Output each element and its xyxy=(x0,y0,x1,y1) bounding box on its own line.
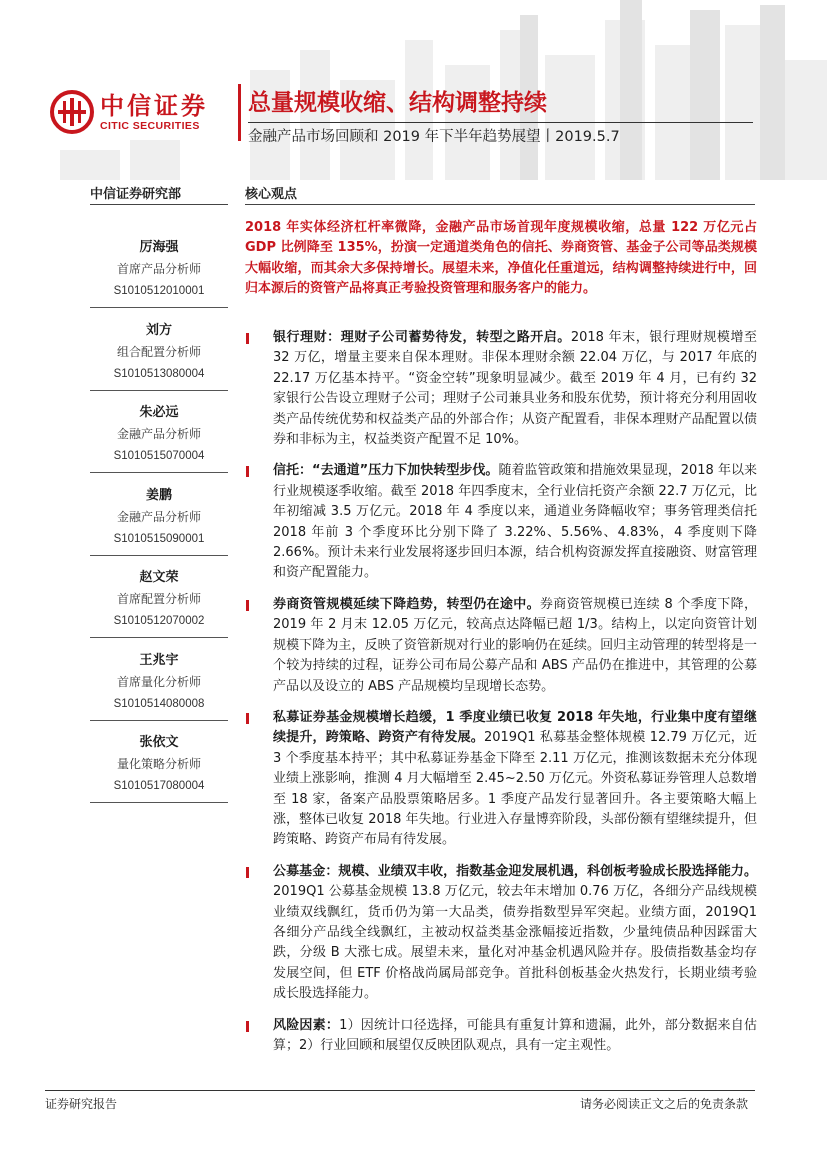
analyst-license-id: S1010512010001 xyxy=(113,285,205,297)
logo-english-name: CITIC SECURITIES xyxy=(100,119,200,132)
analyst-divider xyxy=(90,390,228,391)
key-point-broker-am xyxy=(245,595,757,697)
citic-logo xyxy=(50,88,225,136)
analyst-list xyxy=(90,240,228,818)
key-point-body: 2019Q1 公募基金规模 13.8 万亿元，较去年末增加 0.76 万亿，各细分产品线规模业绩双线飘红，货币仍为第一大品类，债券指数型异军突起。业绩方面，2019Q1 各细分产品线全线飘红，主被动权益类基金涨幅接近指数，少量纯债品种因踩雷大跌，分级 B 大涨七成。展望未来，量化对冲基金机遇风险并存。股债指数基金均存发展空间，但 ETF 价格战尚属局部竞争。首批科创板基金火热发行，长期业绩考验成长股选择能力。 xyxy=(273,884,757,1002)
analyst-card xyxy=(90,735,228,818)
footer-disclaimer-note: 请务必阅读正文之后的免责条款 xyxy=(580,1097,749,1111)
bullet-marker-icon xyxy=(246,867,249,878)
key-point-body: 随着监管政策和措施效果显现，2018 年以来行业规模逐季收缩。截至 2018 年四季度末，全行业信托资产余额 22.7 万亿元，比年初缩减 3.5 万亿元。2018 年 4 季度以来，通道业务降幅收窄；事务管理类信托 2018 年前 3 个季度环比分别下降了 3.22%、5.56%、4.83%，4 季度则下降 2.66%。预计未来行业发展将逐步回归本源，结合机构资源发挥直接融资、财富管理和资产配置能力。 xyxy=(273,463,758,581)
logo-chinese-name: 中信证券 xyxy=(100,91,208,120)
analyst-role: 首席产品分析师 xyxy=(116,262,201,276)
analyst-role: 组合配置分析师 xyxy=(116,344,201,359)
analyst-card xyxy=(90,240,228,323)
analyst-role: 首席配置分析师 xyxy=(116,592,201,606)
key-point-private-fund xyxy=(245,708,757,851)
key-point-lead: 风险因素： xyxy=(273,1017,340,1033)
analyst-name: 王兆宇 xyxy=(139,652,179,668)
analyst-role: 金融产品分析师 xyxy=(116,427,201,441)
analyst-card xyxy=(90,570,228,653)
key-point-body: 2019Q1 私募基金整体规模 12.79 万亿元，近 3 个季度基本持平；其中私募证券基金下降至 2.11 万亿元，推测该数据未充分体现业绩上涨影响，推测 4 月大幅增至 2.45~2.50 万亿元。外资私募证券管理人总数增至 18 家，备案产品股票策略居多。1 季度产品发行显著回升。各主要策略大幅上涨，整体已收复 2018 年失地。行业进入存量博弈阶段，头部份额有望继续提升，但跨策略、跨资产布局有待发展。 xyxy=(273,730,757,848)
key-point-body: 2018 年末，银行理财规模增至 32 万亿，增量主要来自保本理财。非保本理财余额 22.04 万亿，与 2017 年底的 22.17 万亿基本持平。“资金空转”现象明显减少。截至 2019 年 4 月，已有约 32 家银行公告设立理财子公司；理财子公司兼具业务和股东优势，预计将充分利用固收类产品传统优势和权益类产品的外部合作；从资产配置看，非保本理财产品配置以债券和非标为主，权益类资产配置不足 10%。 xyxy=(273,330,757,448)
key-point-lead: 银行理财：理财子公司蓄势待发，转型之路开启。 xyxy=(273,330,571,345)
analyst-card xyxy=(90,323,228,406)
analyst-license-id: S1010517080004 xyxy=(113,780,205,792)
analyst-license-id: S1010515090001 xyxy=(113,532,205,545)
key-point-lead: 券商资管规模延续下降趋势，转型仍在途中。 xyxy=(273,596,540,612)
analyst-card xyxy=(90,488,228,571)
report-subtitle: 金融产品市场回顾和 2019 年下半年趋势展望丨2019.5.7 xyxy=(248,129,620,145)
key-point-bank-wealth xyxy=(245,328,757,450)
analyst-name: 朱必远 xyxy=(139,405,179,420)
analyst-role: 金融产品分析师 xyxy=(116,509,201,524)
analyst-divider xyxy=(90,720,228,721)
key-point-trust xyxy=(245,461,757,583)
analyst-license-id: S1010515070004 xyxy=(113,450,205,462)
core-views-heading: 核心观点 xyxy=(245,187,298,202)
analyst-card xyxy=(90,653,228,736)
citic-logo-icon xyxy=(50,90,94,134)
bullet-marker-icon xyxy=(246,466,249,477)
bullet-marker-icon xyxy=(246,713,249,724)
department-heading: 中信证券研究部 xyxy=(90,187,182,202)
key-point-public-fund xyxy=(245,862,757,1005)
bullet-marker-icon xyxy=(246,600,249,611)
title-accent-bar xyxy=(238,84,241,141)
key-point-lead: 信托：“去通道”压力下加快转型步伐。 xyxy=(273,463,499,479)
key-point-body: 券商资管规模已连续 8 个季度下降，2019 年 2 月末 12.05 万亿元，较高点达降幅已超 1/3。结构上，以定向资管计划规模下降为主，反映了资管新规对行业的影响仍在延续。回归主动管理的转型将是一个较为持续的过程，证券公司布局公募产品和 ABS 产品仍在推进中，其管理的公募产品以及设立的 ABS 产品规模均呈现增长态势。 xyxy=(273,596,757,694)
analyst-name: 厉海强 xyxy=(139,240,179,255)
analyst-name: 赵文荣 xyxy=(139,570,179,585)
key-point-lead: 私募证券基金规模增长趋缓，1 季度业绩已收复 2018 年失地，行业集中度有望继续提升，跨策略、跨资产有待发展。 xyxy=(273,709,757,746)
analyst-divider xyxy=(90,307,228,308)
analyst-license-id: S1010513080004 xyxy=(113,367,205,380)
analyst-license-id: S1010512070002 xyxy=(113,615,205,627)
analyst-divider xyxy=(90,472,228,473)
analyst-divider xyxy=(90,637,228,638)
analyst-license-id: S1010514080008 xyxy=(113,697,205,710)
analyst-divider xyxy=(90,555,228,556)
analyst-name: 刘方 xyxy=(145,322,172,338)
analyst-card xyxy=(90,405,228,488)
analyst-name: 姜鹏 xyxy=(145,487,172,503)
bullet-marker-icon xyxy=(246,1021,249,1032)
core-views-heading-rule xyxy=(245,204,755,205)
analyst-divider xyxy=(90,802,228,803)
core-summary: 2018 年实体经济杠杆率微降，金融产品市场首现年度规模收缩，总量 122 万亿元占 GDP 比例降至 135%，扮演一定通道类角色的信托、券商资管、基金子公司等品类规模大幅收缩，而其余大多保持增长。展望未来，净值化任重道远，结构调整持续进行中，回归本源后的资管产品将真正考验投资管理和服务客户的能力。 xyxy=(245,220,757,296)
footer-report-type: 证券研究报告 xyxy=(45,1097,118,1111)
analyst-role: 量化策略分析师 xyxy=(116,757,201,771)
report-title: 总量规模收缩、结构调整持续 xyxy=(248,90,547,116)
key-point-risk-factors xyxy=(245,1016,757,1057)
department-heading-rule xyxy=(90,204,228,205)
key-point-body: 1）因统计口径选择，可能具有重复计算和遗漏，此外，部分数据来自估算；2）行业回顾和展望仅反映团队观点，具有一定主观性。 xyxy=(273,1017,757,1053)
key-point-lead: 公募基金：规模、业绩双丰收，指数基金迎发展机遇，科创板考验成长股选择能力。 xyxy=(273,863,757,879)
analyst-name: 张依文 xyxy=(139,735,179,750)
analyst-role: 首席量化分析师 xyxy=(116,674,201,689)
bullet-marker-icon xyxy=(246,333,249,344)
footer-divider xyxy=(45,1090,755,1091)
header-divider xyxy=(248,122,753,123)
key-points-list xyxy=(245,328,757,1067)
